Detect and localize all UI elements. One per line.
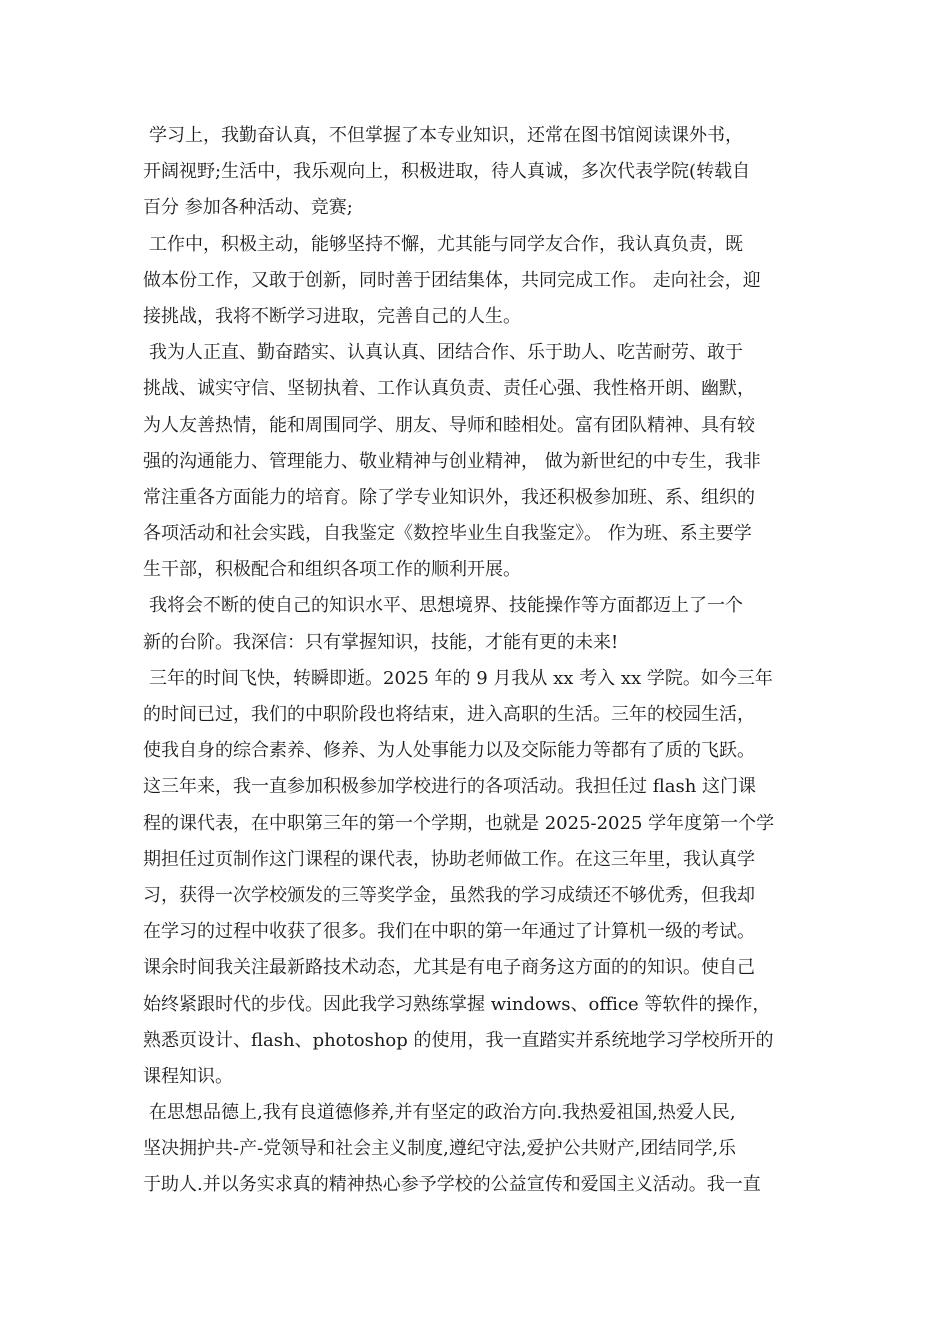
paragraph-work: [143, 227, 813, 336]
text-line: 强的沟通能力、管理能力、敬业精神与创业精神， 做为新世纪的中专生，我非: [143, 450, 761, 472]
text-line: 新的台阶。我深信：只有掌握知识，技能，才能有更的未来!: [143, 631, 619, 653]
paragraph-morality: [143, 1095, 813, 1204]
text-line: 挑战、诚实守信、坚韧执着、工作认真负责、责任心强、我性格开朗、幽默，: [143, 378, 755, 400]
paragraph-character: [143, 335, 813, 588]
text-line: 在学习的过程中收获了很多。我们在中职的第一年通过了计算机一级的考试。: [143, 921, 755, 943]
text-line: 习，获得一次学校颁发的三等奖学金，虽然我的学习成绩还不够优秀，但我却: [143, 884, 755, 906]
text-line: 开阔视野;生活中，我乐观向上，积极进取，待人真诚，多次代表学院(转载自: [143, 161, 751, 183]
paragraph-future: [143, 588, 813, 660]
paragraph-three-years: [143, 661, 813, 1095]
text-line: 课程知识。: [143, 1065, 233, 1087]
text-line: 生干部，积极配合和组织各项工作的顺利开展。: [143, 559, 521, 581]
text-line: 我将会不断的使自己的知识水平、思想境界、技能操作等方面都迈上了一个: [149, 595, 743, 617]
text-line: 在思想品德上,我有良道德修养,并有坚定的政治方向.我热爱祖国,热爱人民,: [149, 1102, 736, 1124]
text-line: 百分 参加各种活动、竞赛;: [143, 197, 353, 219]
text-line: 使我自身的综合素养、修养、为人处事能力以及交际能力等都有了质的飞跃。: [143, 740, 755, 762]
text-line: 做本份工作，又敢于创新，同时善于团结集体，共同完成工作。 走向社会，迎: [143, 269, 761, 291]
text-line: 课余时间我关注最新路技术动态，尤其是有电子商务这方面的的知识。使自己: [143, 957, 755, 979]
text-line: 这三年来，我一直参加积极参加学校进行的各项活动。我担任过 flash 这门课: [143, 776, 757, 798]
text-line: 熟悉页设计、flash、photoshop 的使用，我一直踏实并系统地学习学校所开的: [143, 1029, 774, 1051]
text-line: 期担任过页制作这门课程的课代表，协助老师做工作。在这三年里，我认真学: [143, 848, 755, 870]
text-line: 各项活动和社会实践，自我鉴定《数控毕业生自我鉴定》。 作为班、系主要学: [143, 523, 752, 545]
text-line: 坚决拥护共-产-党领导和社会主义制度,遵纪守法,爱护公共财产,团结同学,乐: [143, 1138, 737, 1160]
text-line: 接挑战，我将不断学习进取，完善自己的人生。: [143, 305, 521, 327]
text-line: 始终紧跟时代的步伐。因此我学习熟练掌握 windows、office 等软件的操作，: [143, 993, 771, 1015]
text-line: 我为人正直、勤奋踏实、认真认真、团结合作、乐于助人、吃苦耐劳、敢于: [149, 342, 743, 364]
text-line: 于助人.并以务实求真的精神热心参予学校的公益宣传和爱国主义活动。我一直: [143, 1174, 761, 1196]
document-body: [143, 118, 813, 1204]
text-line: 程的课代表，在中职第三年的第一个学期，也就是 2025-2025 学年度第一个学: [143, 812, 775, 834]
text-line: 的时间已过，我们的中职阶段也将结束，进入高职的生活。三年的校园生活，: [143, 704, 755, 725]
text-line: 三年的时间飞快，转瞬即逝。2025 年的 9 月我从 xx 考入 xx 学院。如今三年: [149, 667, 773, 689]
text-line: 常注重各方面能力的培育。除了学专业知识外，我还积极参加班、系、组织的: [143, 486, 755, 508]
text-line: 工作中，积极主动，能够坚持不懈，尤其能与同学友合作，我认真负责，既: [149, 233, 743, 255]
paragraph-study: [143, 118, 813, 227]
text-line: 学习上，我勤奋认真，不但掌握了本专业知识，还常在图书馆阅读课外书，: [149, 125, 743, 146]
text-line: 为人友善热情，能和周围同学、朋友、导师和睦相处。富有团队精神、具有较: [143, 414, 755, 436]
